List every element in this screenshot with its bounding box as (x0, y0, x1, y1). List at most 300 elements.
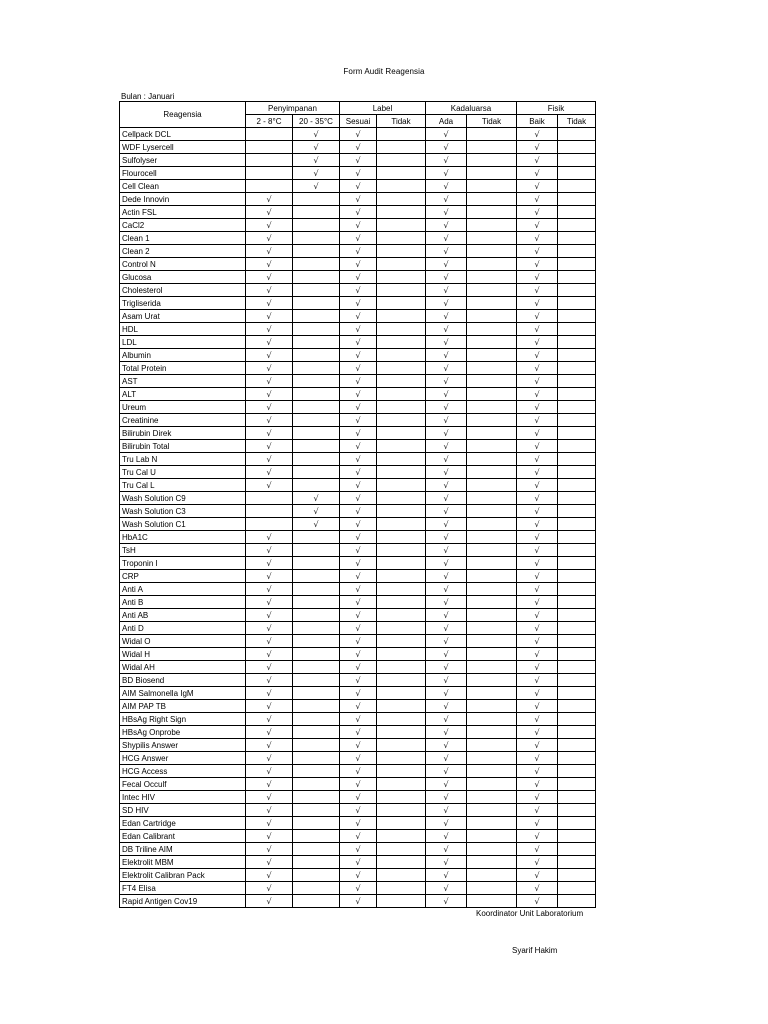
cell-label-sesuai (340, 440, 377, 453)
cell-expiry-ada (426, 219, 467, 232)
check-mark-icon: √ (534, 233, 540, 243)
check-mark-icon: √ (355, 493, 361, 503)
check-mark-icon: √ (534, 415, 540, 425)
check-mark-icon: √ (266, 324, 272, 334)
cell-storage-2-8c (246, 323, 293, 336)
cell-label-tidak (377, 765, 426, 778)
cell-label-tidak (377, 856, 426, 869)
cell-storage-2-8c (246, 635, 293, 648)
cell-storage-2-8c (246, 479, 293, 492)
cell-physical-tidak (558, 323, 596, 336)
reagent-name: Shypilis Answer (120, 739, 246, 752)
cell-expiry-tidak (467, 700, 517, 713)
check-mark-icon: √ (443, 363, 449, 373)
cell-storage-2-8c (246, 804, 293, 817)
cell-expiry-ada (426, 635, 467, 648)
cell-expiry-tidak (467, 661, 517, 674)
cell-label-sesuai (340, 622, 377, 635)
cell-label-tidak (377, 401, 426, 414)
table-row (120, 479, 596, 492)
cell-storage-20-35c (293, 297, 340, 310)
cell-label-sesuai (340, 388, 377, 401)
check-mark-icon: √ (443, 610, 449, 620)
check-mark-icon: √ (355, 805, 361, 815)
check-mark-icon: √ (355, 389, 361, 399)
check-mark-icon: √ (443, 766, 449, 776)
cell-label-sesuai (340, 609, 377, 622)
cell-storage-2-8c (246, 752, 293, 765)
check-mark-icon: √ (266, 207, 272, 217)
reagent-name: HCG Answer (120, 752, 246, 765)
check-mark-icon: √ (355, 532, 361, 542)
cell-storage-2-8c (246, 193, 293, 206)
cell-label-tidak (377, 388, 426, 401)
cell-expiry-ada (426, 128, 467, 141)
check-mark-icon: √ (355, 506, 361, 516)
cell-expiry-tidak (467, 583, 517, 596)
check-mark-icon: √ (355, 350, 361, 360)
cell-storage-2-8c (246, 219, 293, 232)
cell-label-sesuai (340, 544, 377, 557)
cell-physical-tidak (558, 570, 596, 583)
cell-label-tidak (377, 713, 426, 726)
cell-storage-20-35c (293, 700, 340, 713)
cell-label-sesuai (340, 765, 377, 778)
cell-physical-tidak (558, 635, 596, 648)
cell-expiry-ada (426, 804, 467, 817)
check-mark-icon: √ (313, 155, 319, 165)
check-mark-icon: √ (266, 740, 272, 750)
check-mark-icon: √ (443, 701, 449, 711)
check-mark-icon: √ (443, 129, 449, 139)
cell-label-tidak (377, 271, 426, 284)
table-row (120, 635, 596, 648)
cell-label-tidak (377, 362, 426, 375)
check-mark-icon: √ (266, 597, 272, 607)
check-mark-icon: √ (355, 818, 361, 828)
cell-expiry-ada (426, 505, 467, 518)
cell-storage-20-35c (293, 817, 340, 830)
cell-physical-baik (517, 427, 558, 440)
header-row-groups (120, 102, 596, 115)
cell-physical-baik (517, 765, 558, 778)
check-mark-icon: √ (534, 740, 540, 750)
check-mark-icon: √ (443, 259, 449, 269)
check-mark-icon: √ (443, 246, 449, 256)
check-mark-icon: √ (443, 506, 449, 516)
table-row (120, 661, 596, 674)
cell-expiry-tidak (467, 245, 517, 258)
check-mark-icon: √ (355, 584, 361, 594)
table-row (120, 349, 596, 362)
cell-expiry-ada (426, 739, 467, 752)
cell-physical-tidak (558, 752, 596, 765)
cell-physical-baik (517, 752, 558, 765)
cell-expiry-ada (426, 271, 467, 284)
check-mark-icon: √ (355, 597, 361, 607)
reagent-name: Cholesterol (120, 284, 246, 297)
check-mark-icon: √ (534, 779, 540, 789)
check-mark-icon: √ (534, 558, 540, 568)
check-mark-icon: √ (355, 207, 361, 217)
check-mark-icon: √ (443, 155, 449, 165)
reagent-name: Widal H (120, 648, 246, 661)
check-mark-icon: √ (355, 714, 361, 724)
cell-expiry-ada (426, 778, 467, 791)
cell-label-tidak (377, 622, 426, 635)
cell-physical-baik (517, 466, 558, 479)
check-mark-icon: √ (355, 454, 361, 464)
check-mark-icon: √ (534, 896, 540, 906)
table-row (120, 739, 596, 752)
cell-expiry-tidak (467, 271, 517, 284)
cell-storage-20-35c (293, 323, 340, 336)
cell-storage-20-35c (293, 232, 340, 245)
check-mark-icon: √ (266, 350, 272, 360)
table-row (120, 882, 596, 895)
table-row (120, 843, 596, 856)
check-mark-icon: √ (266, 753, 272, 763)
check-mark-icon: √ (313, 493, 319, 503)
cell-label-tidak (377, 674, 426, 687)
cell-storage-2-8c (246, 726, 293, 739)
cell-storage-2-8c (246, 895, 293, 908)
check-mark-icon: √ (266, 363, 272, 373)
cell-physical-tidak (558, 245, 596, 258)
table-row (120, 245, 596, 258)
cell-label-sesuai (340, 141, 377, 154)
reagent-name: Anti D (120, 622, 246, 635)
cell-physical-baik (517, 206, 558, 219)
cell-storage-20-35c (293, 362, 340, 375)
cell-storage-20-35c (293, 739, 340, 752)
check-mark-icon: √ (266, 675, 272, 685)
check-mark-icon: √ (355, 376, 361, 386)
cell-physical-baik (517, 297, 558, 310)
reagent-name: Cell Clean (120, 180, 246, 193)
cell-physical-tidak (558, 180, 596, 193)
cell-physical-baik (517, 531, 558, 544)
cell-physical-baik (517, 583, 558, 596)
check-mark-icon: √ (534, 454, 540, 464)
table-row (120, 466, 596, 479)
check-mark-icon: √ (443, 311, 449, 321)
check-mark-icon: √ (534, 519, 540, 529)
cell-storage-20-35c (293, 583, 340, 596)
check-mark-icon: √ (355, 337, 361, 347)
cell-label-sesuai (340, 479, 377, 492)
table-row (120, 531, 596, 544)
check-mark-icon: √ (534, 298, 540, 308)
reagent-name: CRP (120, 570, 246, 583)
table-row (120, 362, 596, 375)
check-mark-icon: √ (534, 506, 540, 516)
cell-storage-2-8c (246, 440, 293, 453)
reagent-name: Intec HIV (120, 791, 246, 804)
cell-physical-tidak (558, 518, 596, 531)
cell-expiry-ada (426, 596, 467, 609)
cell-label-sesuai (340, 362, 377, 375)
cell-storage-2-8c (246, 284, 293, 297)
check-mark-icon: √ (266, 428, 272, 438)
cell-label-sesuai (340, 232, 377, 245)
cell-expiry-ada (426, 869, 467, 882)
cell-label-tidak (377, 284, 426, 297)
table-row (120, 427, 596, 440)
cell-storage-2-8c (246, 856, 293, 869)
cell-physical-baik (517, 713, 558, 726)
table-row (120, 765, 596, 778)
cell-physical-baik (517, 479, 558, 492)
cell-physical-tidak (558, 492, 596, 505)
reagent-name: Anti AB (120, 609, 246, 622)
cell-physical-baik (517, 310, 558, 323)
check-mark-icon: √ (266, 454, 272, 464)
subheader-label-sesuai: Sesuai (340, 115, 377, 128)
check-mark-icon: √ (355, 688, 361, 698)
cell-expiry-tidak (467, 258, 517, 271)
check-mark-icon: √ (534, 818, 540, 828)
check-mark-icon: √ (355, 467, 361, 477)
cell-label-sesuai (340, 375, 377, 388)
cell-storage-2-8c (246, 427, 293, 440)
cell-physical-baik (517, 609, 558, 622)
check-mark-icon: √ (534, 532, 540, 542)
cell-physical-baik (517, 570, 558, 583)
cell-expiry-ada (426, 544, 467, 557)
cell-physical-baik (517, 674, 558, 687)
check-mark-icon: √ (266, 610, 272, 620)
cell-physical-tidak (558, 661, 596, 674)
cell-label-sesuai (340, 778, 377, 791)
table-body (120, 128, 596, 908)
cell-storage-2-8c (246, 453, 293, 466)
cell-expiry-tidak (467, 609, 517, 622)
cell-storage-20-35c (293, 349, 340, 362)
reagent-name: Tru Lab N (120, 453, 246, 466)
cell-expiry-ada (426, 791, 467, 804)
check-mark-icon: √ (443, 480, 449, 490)
reagent-name: WDF Lysercell (120, 141, 246, 154)
cell-storage-20-35c (293, 869, 340, 882)
table-row (120, 570, 596, 583)
table-row (120, 817, 596, 830)
cell-physical-baik (517, 778, 558, 791)
check-mark-icon: √ (443, 753, 449, 763)
check-mark-icon: √ (266, 558, 272, 568)
cell-physical-baik (517, 739, 558, 752)
cell-label-sesuai (340, 258, 377, 271)
cell-physical-baik (517, 817, 558, 830)
check-mark-icon: √ (534, 636, 540, 646)
check-mark-icon: √ (534, 246, 540, 256)
table-row (120, 791, 596, 804)
cell-label-tidak (377, 791, 426, 804)
check-mark-icon: √ (534, 675, 540, 685)
check-mark-icon: √ (355, 792, 361, 802)
check-mark-icon: √ (443, 207, 449, 217)
check-mark-icon: √ (534, 493, 540, 503)
check-mark-icon: √ (534, 428, 540, 438)
cell-physical-tidak (558, 375, 596, 388)
cell-physical-baik (517, 505, 558, 518)
check-mark-icon: √ (443, 415, 449, 425)
cell-expiry-tidak (467, 791, 517, 804)
cell-physical-tidak (558, 349, 596, 362)
cell-expiry-ada (426, 297, 467, 310)
cell-storage-2-8c (246, 687, 293, 700)
cell-expiry-tidak (467, 674, 517, 687)
cell-physical-baik (517, 349, 558, 362)
cell-storage-20-35c (293, 193, 340, 206)
cell-label-sesuai (340, 505, 377, 518)
check-mark-icon: √ (355, 324, 361, 334)
cell-physical-baik (517, 336, 558, 349)
cell-storage-20-35c (293, 154, 340, 167)
cell-storage-20-35c (293, 505, 340, 518)
cell-physical-baik (517, 596, 558, 609)
cell-physical-baik (517, 518, 558, 531)
table-row (120, 778, 596, 791)
cell-expiry-ada (426, 700, 467, 713)
cell-label-sesuai (340, 570, 377, 583)
reagent-name: CaCl2 (120, 219, 246, 232)
cell-label-sesuai (340, 726, 377, 739)
reagent-name: Dede Innovin (120, 193, 246, 206)
cell-label-sesuai (340, 336, 377, 349)
cell-physical-tidak (558, 453, 596, 466)
cell-expiry-ada (426, 414, 467, 427)
check-mark-icon: √ (534, 272, 540, 282)
cell-expiry-tidak (467, 635, 517, 648)
cell-physical-tidak (558, 622, 596, 635)
cell-physical-tidak (558, 700, 596, 713)
cell-physical-tidak (558, 726, 596, 739)
reagent-name: LDL (120, 336, 246, 349)
cell-label-tidak (377, 479, 426, 492)
cell-label-tidak (377, 310, 426, 323)
cell-expiry-tidak (467, 544, 517, 557)
check-mark-icon: √ (266, 701, 272, 711)
cell-label-sesuai (340, 674, 377, 687)
check-mark-icon: √ (266, 259, 272, 269)
check-mark-icon: √ (266, 337, 272, 347)
cell-expiry-tidak (467, 687, 517, 700)
cell-physical-tidak (558, 427, 596, 440)
check-mark-icon: √ (534, 324, 540, 334)
cell-label-sesuai (340, 635, 377, 648)
cell-storage-20-35c (293, 596, 340, 609)
cell-expiry-tidak (467, 167, 517, 180)
check-mark-icon: √ (355, 298, 361, 308)
cell-storage-20-35c (293, 752, 340, 765)
check-mark-icon: √ (355, 896, 361, 906)
cell-storage-2-8c (246, 609, 293, 622)
check-mark-icon: √ (534, 285, 540, 295)
check-mark-icon: √ (355, 220, 361, 230)
cell-expiry-ada (426, 427, 467, 440)
cell-expiry-ada (426, 167, 467, 180)
cell-physical-tidak (558, 804, 596, 817)
cell-physical-baik (517, 856, 558, 869)
table-row (120, 180, 596, 193)
table-row (120, 310, 596, 323)
cell-label-tidak (377, 778, 426, 791)
cell-label-tidak (377, 180, 426, 193)
table-row (120, 219, 596, 232)
check-mark-icon: √ (443, 688, 449, 698)
cell-physical-tidak (558, 856, 596, 869)
cell-label-tidak (377, 154, 426, 167)
cell-label-sesuai (340, 648, 377, 661)
check-mark-icon: √ (355, 480, 361, 490)
cell-label-tidak (377, 258, 426, 271)
cell-storage-2-8c (246, 778, 293, 791)
cell-expiry-ada (426, 206, 467, 219)
cell-physical-baik (517, 271, 558, 284)
cell-storage-2-8c (246, 791, 293, 804)
check-mark-icon: √ (534, 545, 540, 555)
cell-storage-2-8c (246, 141, 293, 154)
check-mark-icon: √ (266, 727, 272, 737)
table-row (120, 869, 596, 882)
check-mark-icon: √ (534, 376, 540, 386)
cell-label-tidak (377, 453, 426, 466)
check-mark-icon: √ (266, 285, 272, 295)
check-mark-icon: √ (534, 792, 540, 802)
cell-physical-baik (517, 726, 558, 739)
table-row (120, 440, 596, 453)
cell-expiry-tidak (467, 648, 517, 661)
cell-physical-tidak (558, 258, 596, 271)
cell-physical-baik (517, 453, 558, 466)
cell-storage-2-8c (246, 713, 293, 726)
cell-label-tidak (377, 232, 426, 245)
cell-expiry-ada (426, 323, 467, 336)
check-mark-icon: √ (534, 181, 540, 191)
signature-title: Koordinator Unit Laboratorium (476, 909, 584, 918)
cell-expiry-ada (426, 362, 467, 375)
cell-storage-20-35c (293, 128, 340, 141)
reagent-name: Elektrolit Calibran Pack (120, 869, 246, 882)
reagent-name: SD HIV (120, 804, 246, 817)
check-mark-icon: √ (355, 571, 361, 581)
check-mark-icon: √ (355, 779, 361, 789)
table-row (120, 336, 596, 349)
cell-label-sesuai (340, 739, 377, 752)
cell-storage-20-35c (293, 791, 340, 804)
reagent-name: Sulfolyser (120, 154, 246, 167)
check-mark-icon: √ (534, 688, 540, 698)
cell-label-tidak (377, 570, 426, 583)
check-mark-icon: √ (266, 896, 272, 906)
cell-label-tidak (377, 843, 426, 856)
cell-storage-2-8c (246, 830, 293, 843)
cell-physical-tidak (558, 596, 596, 609)
cell-expiry-tidak (467, 869, 517, 882)
check-mark-icon: √ (443, 883, 449, 893)
table-row (120, 258, 596, 271)
check-mark-icon: √ (443, 467, 449, 477)
check-mark-icon: √ (443, 233, 449, 243)
cell-physical-baik (517, 323, 558, 336)
check-mark-icon: √ (355, 441, 361, 451)
reagent-name: Ureum (120, 401, 246, 414)
check-mark-icon: √ (355, 610, 361, 620)
cell-storage-2-8c (246, 596, 293, 609)
table-row (120, 557, 596, 570)
reagent-name: FT4 Elisa (120, 882, 246, 895)
